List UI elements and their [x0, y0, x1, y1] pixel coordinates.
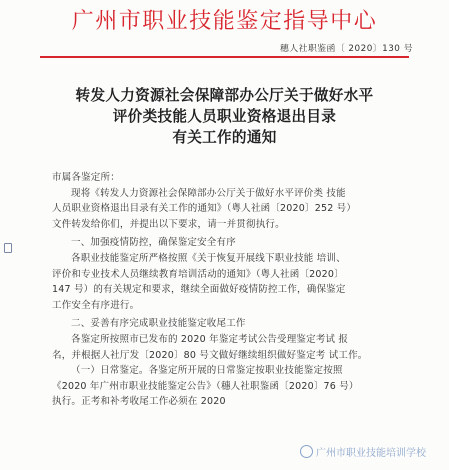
- paragraph-line: （一）日常鉴定。各鉴定所开展的日常鉴定按职业技能鉴定按照: [71, 365, 343, 377]
- document-title: [0, 85, 449, 148]
- watermark-logo-icon: [300, 445, 313, 458]
- section-heading: 二、妥善有序完成职业技能鉴定收尾工作: [71, 318, 246, 330]
- paragraph-line: 各鉴定所按照市已发布的 2020 年鉴定考试公告受理鉴定考试 报: [71, 333, 349, 345]
- document-title-line: 评价类技能人员职业资格退出目录: [112, 108, 337, 125]
- paragraph-line: 《2020 年广州市职业技能鉴定公告》（穗人社职鉴函〔2020〕76 号）: [52, 380, 359, 392]
- section-heading: 一、加强疫情防控，确保鉴定安全有序: [71, 237, 236, 249]
- document-title-line: 有关工作的通知: [172, 129, 277, 146]
- paragraph-line: 执行。正考和补考收尾工作必须在 2020: [52, 396, 226, 408]
- paragraph-line: 文件转发给你们，并提出以下要求，请一并贯彻执行。: [52, 218, 285, 230]
- paragraph-line: 现将《转发人力资源社会保障部办公厅关于做好水平评价类 技能: [71, 187, 346, 199]
- document-number: 穗人社职鉴函〔 2020〕130 号: [280, 44, 413, 54]
- paragraph-line: 人员职业资格退出目录有关工作的通知》（粤人社函〔2020〕252 号）: [52, 203, 357, 215]
- document-body: [52, 170, 414, 410]
- org-header-title: 广州市职业技能鉴定指导中心: [71, 9, 378, 34]
- salutation: 市属各鉴定所：: [52, 172, 120, 183]
- watermark-text: 广州市职业技能培训学校: [316, 448, 426, 459]
- paragraph-line: 147 号）的有关规定和要求，继续全面做好疫情防控工作，确保鉴定: [52, 284, 346, 296]
- paragraph-line: 名，并根据人社厅发〔2020〕80 号文做好继续组织做好鉴定考 试工作。: [52, 349, 368, 361]
- paragraph-line: 工作安全有序进行。: [52, 299, 140, 311]
- watermark: [300, 444, 426, 459]
- document-title-line: 转发人力资源社会保障部办公厅关于做好水平: [75, 87, 374, 104]
- paragraph-line: 各职业技能鉴定所严格按照《关于恢复开展线下职业技能 培训、: [71, 252, 346, 264]
- document-anchor-icon: [4, 243, 12, 253]
- red-header-rule: [40, 56, 409, 58]
- paragraph-line: 评价和专业技术人员继续教育培训活动的通知》（粤人社函〔2020〕: [52, 268, 344, 280]
